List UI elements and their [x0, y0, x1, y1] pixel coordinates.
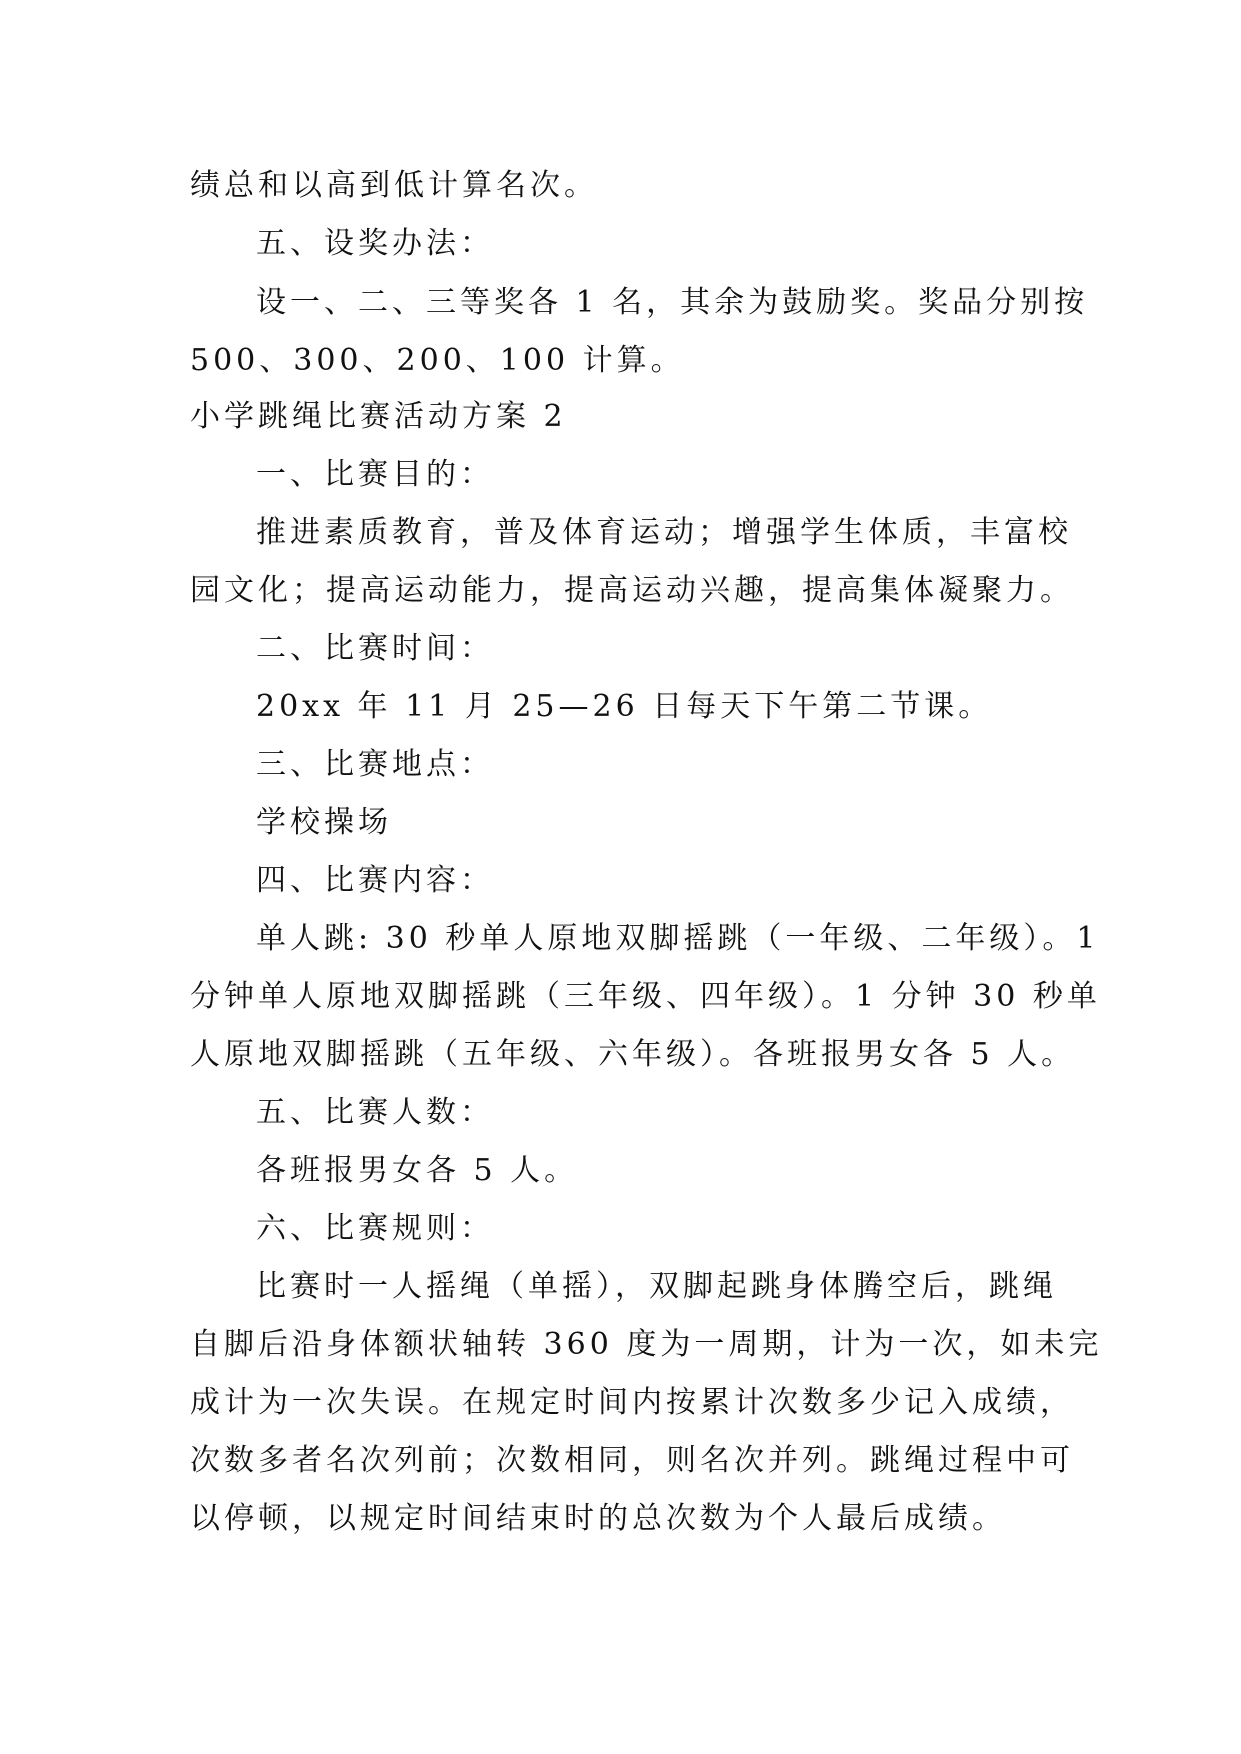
text-line: 园文化；提高运动能力，提高运动兴趣，提高集体凝聚力。 — [190, 573, 1074, 608]
text-line: 500、300、200、100 计算。 — [190, 343, 685, 378]
text-line: 学校操场 — [256, 805, 392, 840]
section-heading-participants: 五、比赛人数： — [256, 1095, 494, 1130]
text-line: 比赛时一人摇绳（单摇），双脚起跳身体腾空后，跳绳 — [256, 1269, 1057, 1304]
section-heading-content: 四、比赛内容： — [256, 863, 494, 898]
section-heading-purpose: 一、比赛目的： — [256, 457, 494, 492]
text-line: 推进素质教育，普及体育运动；增强学生体质，丰富校 — [256, 515, 1072, 550]
text-line: 人原地双脚摇跳（五年级、六年级）。各班报男女各 5 人。 — [190, 1037, 1076, 1072]
text-line: 以停顿，以规定时间结束时的总次数为个人最后成绩。 — [190, 1501, 1006, 1536]
text-line: 单人跳: 30 秒单人原地双脚摇跳（一年级、二年级）。1 — [256, 921, 1100, 956]
text-line: 次数多者名次列前；次数相同，则名次并列。跳绳过程中可 — [190, 1443, 1074, 1478]
text-line: 分钟单人原地双脚摇跳（三年级、四年级）。1 分钟 30 秒单 — [190, 979, 1101, 1014]
section-heading-location: 三、比赛地点： — [256, 747, 494, 782]
text-line: 绩总和以高到低计算名次。 — [190, 168, 598, 203]
section-heading-awards: 五、设奖办法： — [256, 226, 494, 261]
text-line: 各班报男女各 5 人。 — [256, 1153, 579, 1188]
section-heading-rules: 六、比赛规则： — [256, 1211, 494, 1246]
text-line: 设一、二、三等奖各 1 名，其余为鼓励奖。奖品分别按 — [256, 285, 1089, 320]
text-line: 成计为一次失误。在规定时间内按累计次数多少记入成绩， — [190, 1385, 1074, 1420]
text-line: 自脚后沿身体额状轴转 360 度为一周期，计为一次，如未完 — [190, 1327, 1103, 1362]
document-title: 小学跳绳比赛活动方案 2 — [190, 399, 567, 434]
text-line: 20xx 年 11 月 25—26 日每天下午第二节课。 — [256, 689, 993, 724]
section-heading-time: 二、比赛时间： — [256, 631, 494, 666]
